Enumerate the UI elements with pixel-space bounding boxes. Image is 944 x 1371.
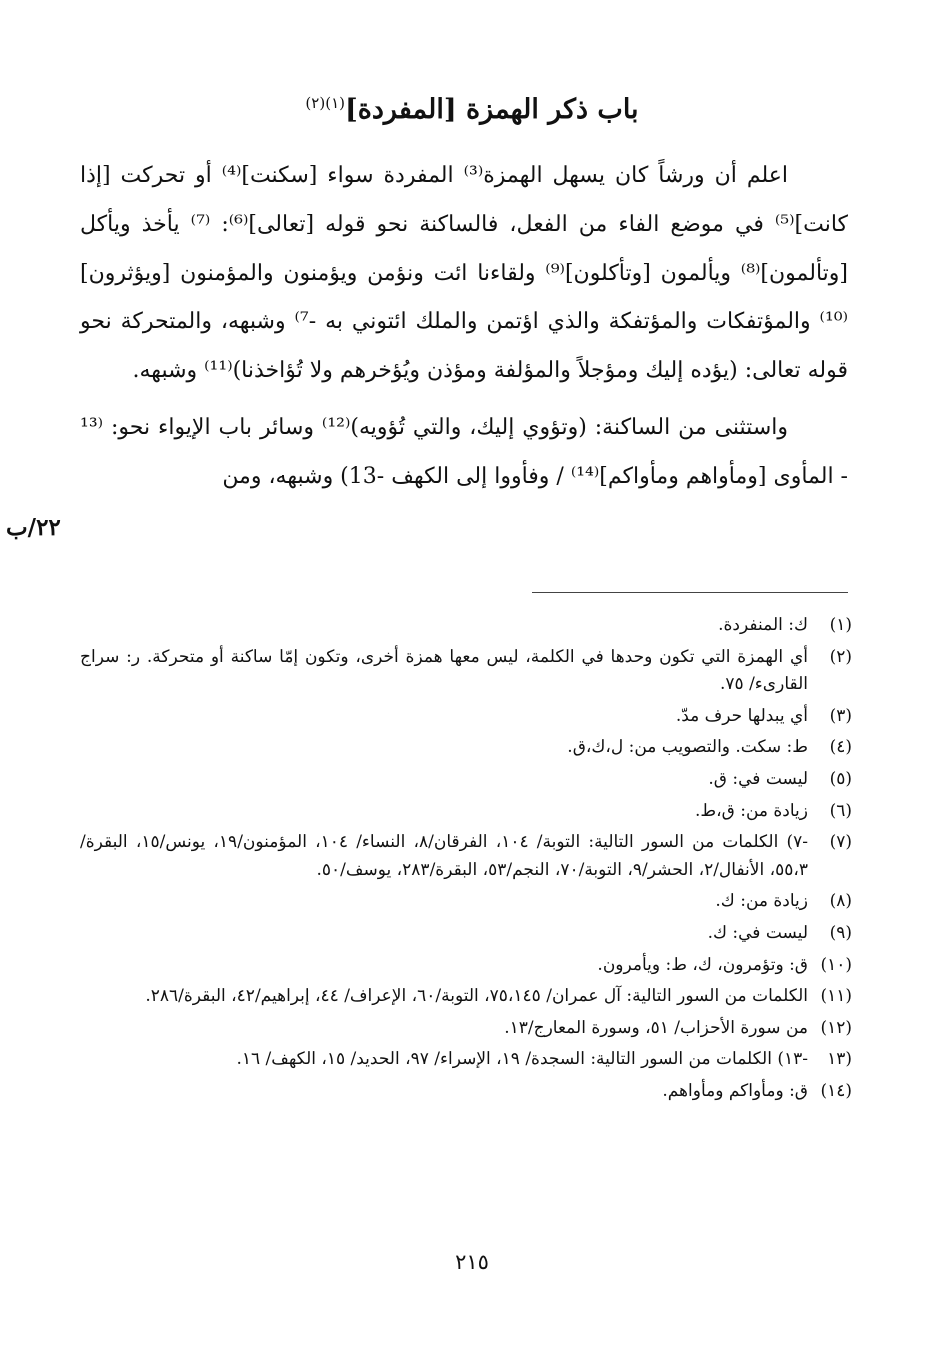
footnote-number: (٦) (829, 800, 852, 821)
footnote-text: -١٣) الكلمات من السور التالية: السجدة/ ١٩، الإسراء/ ٩٧، الحديد/ ١٥، الكهف/ ١٦. (236, 1049, 808, 1070)
footnote-number: (١١) (820, 986, 852, 1007)
footnote-text: ق: وتؤمرون، ك، ط: ويأمرون. (597, 954, 808, 975)
footnote-text: ق: ومأواكم ومأواهم. (662, 1080, 808, 1101)
footnote-number: (١٣ (827, 1049, 852, 1070)
chapter-title (200, 92, 744, 127)
footnote (80, 1046, 852, 1074)
footnote (80, 920, 852, 948)
footnote-text: أي يبدلها حرف مدّ. (675, 705, 808, 726)
footnote-number: (٣) (829, 705, 852, 726)
footnote (80, 798, 852, 826)
footnote-number: (٨) (829, 891, 852, 912)
footnote (80, 952, 852, 980)
manuscript-folio-marker: ٢٢/ب (6, 514, 61, 541)
footnote (80, 766, 852, 794)
footnote-text: أي الهمزة التي تكون وحدها في الكلمة، ليس معها همزة أخرى، وتكون إمّا ساكنة أو متحركة. ر: سراج القارىء/ ٧٥. (80, 646, 808, 695)
footnote-text: ليست في: ك. (707, 922, 808, 943)
footnote-text: زيادة من: ك. (715, 891, 808, 912)
footnote-number: (٧) (829, 832, 852, 853)
paragraph: اعلم أن ورشاً كان يسهل الهمزة⁽³⁾ المفردة سواء [سكنت]⁽⁴⁾ أو تحركت [إذا كانت]⁽⁵⁾ في موضع الفاء من الفعل، فالساكنة نحو قوله [تعالى]⁽⁶⁾: ⁽⁷⁾ يأخذ ويأكل [وتألمون]⁽⁸⁾ ويألمون [وتأكلون]⁽⁹⁾ ولقاءنا ائت ونؤمن ويؤمنون والمؤمنون [ويؤثرون]⁽¹⁰⁾ والمؤتفكات والمؤتفكة والذي اؤتمن والملك ائتوني به -⁷⁾ وشبهه، والمتحركة نحو قوله تعالى: (يؤده إليك ومؤجلاً والمؤلفة ومؤذن ويُؤخرهم ولا تُؤاخذنا)⁽¹¹⁾ وشبهه. (80, 163, 849, 384)
footnote (80, 644, 852, 699)
footnote-text: زيادة من: ق،ط. (695, 800, 808, 821)
footnote-number: (١) (829, 615, 852, 635)
footnote-number: (١٠) (820, 954, 852, 975)
footnote (80, 829, 852, 884)
footnote (80, 703, 852, 731)
chapter-title-text: باب ذكر الهمزة [المفردة] (344, 94, 639, 125)
footnote-number: (١٤) (820, 1080, 852, 1101)
footnote (80, 612, 852, 640)
footnote-number: (٢) (829, 646, 852, 667)
title-footnote-refs: (١)(٢) (305, 94, 345, 112)
footnote-number: (٩) (829, 922, 852, 943)
footnote-separator (532, 592, 848, 593)
footnote-text: -٧) الكلمات من السور التالية: التوبة/ ١٠٤، الفرقان/٨، النساء/ ١٠٤، المؤمنون/١٩، يونس/١٥، البقرة/٥٥،٣، الأنفال/٢، الحشر/٩، التوبة/٧٠، النجم/٥٣، البقرة/٢٨٣، يوسف/٥٠. (80, 832, 808, 880)
footnote (80, 1015, 852, 1043)
main-text (80, 152, 848, 502)
footnote-text: ليست في: ق. (708, 768, 808, 789)
footnote (80, 888, 852, 916)
page-number: ٢١٥ (455, 1250, 489, 1274)
footnote (80, 734, 852, 762)
footnote-number: (٤) (829, 737, 852, 758)
footnote-text: ك: المنفردة. (718, 615, 808, 635)
footnote (80, 1078, 852, 1106)
footnote-text: من سورة الأحزاب/ ٥١، وسورة المعارج/١٣. (504, 1017, 808, 1038)
footnote (80, 983, 852, 1011)
footnote-text: ط: سكت. والتصويب من: ل،ك،ق. (567, 737, 808, 758)
footnote-text: الكلمات من السور التالية: آل عمران/ ٧٥،١٤٥، التوبة/٦٠، الإعراف/ ٤٤، إبراهيم/٤٢، البقرة/٢٨٦. (145, 986, 808, 1007)
paragraph: واستثنى من الساكنة: (وتؤوي إليك، والتي تُؤويه)⁽¹²⁾ وسائر باب الإيواء نحو: ⁽¹³ - المأوى [ومأواهم ومأواكم]⁽¹⁴⁾ / وفأووا إلى الكهف -13) وشبهه، ومن (80, 414, 848, 489)
footnotes (80, 612, 852, 1110)
footnote-number: (٥) (829, 768, 852, 789)
footnote-number: (١٢) (820, 1017, 852, 1038)
